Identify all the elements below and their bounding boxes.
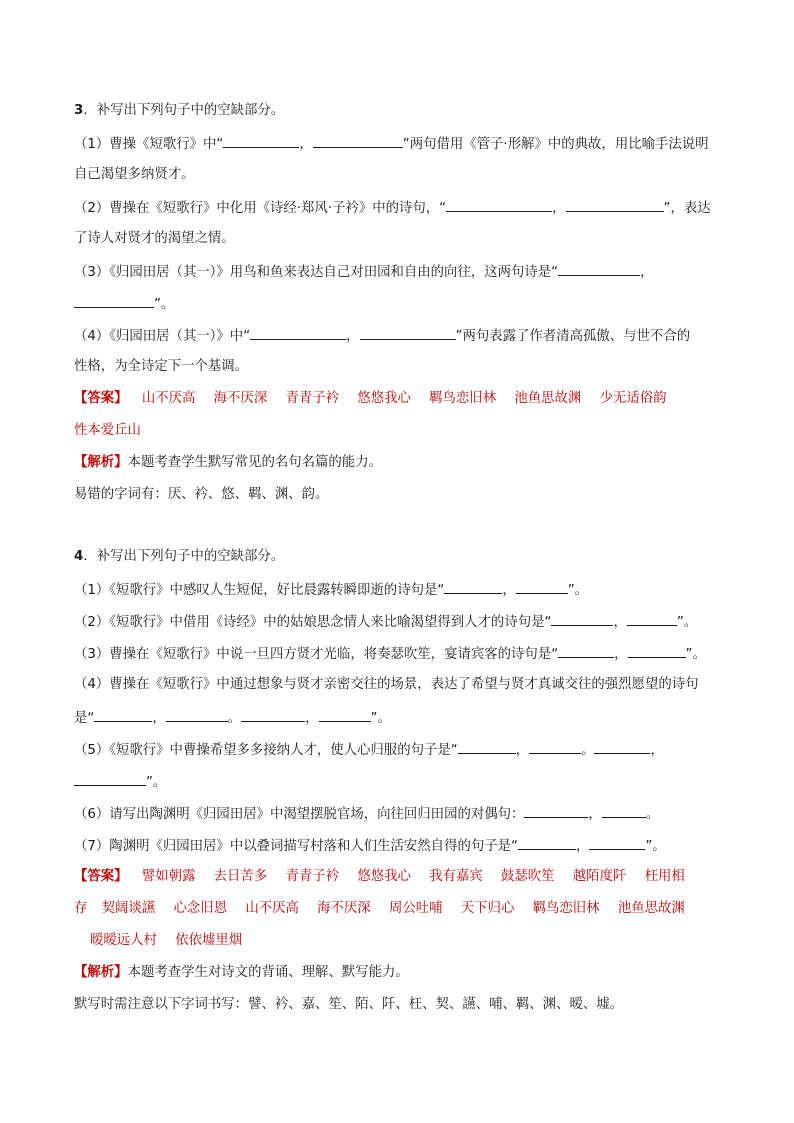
- blank-field[interactable]: [444, 579, 502, 594]
- answer-item: 契阔谈讌: [101, 901, 156, 916]
- answer-item: 青青子衿: [285, 391, 340, 406]
- answer-item: 我有嘉宾: [429, 869, 483, 884]
- answer-item: 山不厌高: [245, 901, 299, 916]
- q4-item-3-text: （3）曹操在《短歌行》中说一旦四方贤才光临，将奏瑟吹笙，宴请宾客的诗句是“: [74, 647, 559, 662]
- q4-answer-line-1: [74, 867, 734, 887]
- q3-item-1: [74, 133, 734, 155]
- q3-item-3-cont: [74, 293, 734, 315]
- q3-item-4-cont: 性格，为全诗定下一个基调。: [74, 359, 249, 374]
- answer-tag: 【答案】: [74, 869, 128, 884]
- close-quote: ”。: [370, 711, 391, 726]
- analysis-tag: 【解析】: [74, 965, 128, 980]
- q3-item-4-text: （4）《归园田居（其一）》中“: [74, 329, 251, 344]
- blank-field[interactable]: [250, 325, 346, 340]
- q4-answer-line-2: [74, 899, 734, 919]
- question-3-number: 3: [74, 103, 84, 118]
- answer-item: 心念旧恩: [173, 901, 228, 916]
- q4-item-5-text: （5）《短歌行》中曹操希望多多接纳人才，使人心归服的句子是“: [74, 743, 458, 758]
- q4-item-4: （4）曹操在《短歌行》中通过想象与贤才亲密交往的场景，表达了希望与贤才真诚交往的强烈愿望的诗句: [74, 677, 699, 692]
- period: 。: [227, 711, 242, 726]
- q3-item-2-cont: 了诗人对贤才的渴望之情。: [74, 231, 235, 246]
- answer-item: 池鱼思故渊: [617, 901, 685, 916]
- q3-item-4: [74, 325, 734, 347]
- q3-note: 易错的字词有：厌、衿、悠、羁、渊、韵。: [74, 487, 329, 502]
- close-quote: ”。: [146, 775, 167, 790]
- blank-field[interactable]: [628, 643, 686, 658]
- blank-field[interactable]: [551, 611, 613, 626]
- comma: ，: [305, 711, 319, 726]
- blank-field[interactable]: [458, 739, 516, 754]
- q4-item-4-text: 是“: [74, 711, 95, 726]
- close-quote: ”。: [685, 647, 706, 662]
- question-4-number: 4: [74, 549, 84, 564]
- q3-item-2: [74, 197, 734, 219]
- comma: ，: [640, 265, 654, 280]
- comma: ，: [650, 743, 664, 758]
- blank-field[interactable]: [589, 835, 645, 850]
- close-quote: ”。: [154, 297, 175, 312]
- q4-note: 默写时需注意以下字词书写：譬、衿、嘉、笙、陌、阡、枉、契、讌、哺、羁、渊、暧、墟。: [74, 997, 624, 1012]
- q3-answer-line-2: 性本爱丘山: [74, 423, 141, 438]
- blank-field[interactable]: [94, 707, 152, 722]
- q4-item-2-text: （2）《短歌行》中借用《诗经》中的姑娘思念情人来比喻渴望得到人才的诗句是“: [74, 615, 552, 630]
- blank-field[interactable]: [241, 707, 305, 722]
- answer-item: 天下归心: [460, 901, 515, 916]
- blank-field[interactable]: [524, 803, 588, 818]
- blank-field[interactable]: [558, 261, 640, 276]
- question-4-title-text: ．补写出下列句子中的空缺部分。: [83, 549, 285, 564]
- q4-item-6-text: （6）请写出陶渊明《归园田居》中渴望摆脱官场，向往回归田园的对偶句：: [74, 807, 525, 822]
- q3-item-2-text-end: ”，表达: [663, 201, 711, 216]
- q3-analysis: [74, 453, 734, 473]
- q3-item-1-text-end: ”两句借用《管子·形解》中的典故，用比喻手法说明: [402, 137, 709, 152]
- question-4-title: [74, 547, 734, 567]
- answer-item: 譬如朝露: [141, 869, 196, 884]
- blank-field[interactable]: [602, 803, 646, 818]
- blank-field[interactable]: [223, 133, 299, 148]
- blank-field[interactable]: [566, 197, 664, 212]
- analysis-text: 本题考查学生默写常见的名句名篇的能力。: [127, 455, 382, 470]
- blank-field[interactable]: [558, 643, 614, 658]
- answer-item: 悠悠我心: [357, 869, 411, 884]
- close-quote: ”。: [676, 615, 698, 630]
- answer-item: 悠悠我心: [357, 391, 411, 406]
- blank-field[interactable]: [74, 771, 146, 786]
- answer-item: 海不厌深: [317, 901, 371, 916]
- comma: ，: [515, 743, 530, 758]
- comma: ，: [299, 137, 313, 152]
- comma: ，: [346, 329, 360, 344]
- answer-item: 羁鸟恋旧林: [429, 391, 497, 406]
- answer-item: 池鱼思故渊: [514, 391, 582, 406]
- question-3-title: [74, 101, 734, 121]
- q3-item-1-text: （1）曹操《短歌行》中“: [74, 137, 224, 152]
- comma: ，: [588, 807, 602, 822]
- period: 。: [581, 743, 595, 758]
- q4-item-5-cont: [74, 771, 734, 793]
- q4-item-1: [74, 579, 734, 601]
- q4-item-5: [74, 739, 734, 761]
- blank-field[interactable]: [518, 835, 576, 850]
- answer-item: 枉用相: [644, 869, 685, 884]
- answer-item: 越陌度阡: [572, 869, 627, 884]
- comma: ，: [613, 615, 627, 630]
- answer-item: 羁鸟恋旧林: [532, 901, 600, 916]
- answer-tag: 【答案】: [74, 391, 128, 406]
- close-quote: ”。: [567, 583, 589, 598]
- q4-item-3: [74, 643, 734, 665]
- blank-field[interactable]: [529, 739, 581, 754]
- q4-answer-line-3: [74, 931, 734, 951]
- comma: ，: [152, 711, 166, 726]
- answer-item: 周公吐哺: [388, 901, 443, 916]
- blank-field[interactable]: [166, 707, 228, 722]
- q3-item-4-text-end: ”两句表露了作者清高孤傲、与世不合的: [455, 329, 691, 344]
- answer-item: 少无适俗韵: [599, 391, 667, 406]
- blank-field[interactable]: [516, 579, 568, 594]
- blank-field[interactable]: [319, 707, 371, 722]
- answer-item: 依依墟里烟: [175, 933, 243, 948]
- q3-item-2-text: （2）曹操在《短歌行》中化用《诗经·郑风·子衿》中的诗句，“: [74, 201, 447, 216]
- period: 。: [645, 807, 660, 822]
- blank-field[interactable]: [446, 197, 552, 212]
- q3-item-3-text: （3）《归园田居（其一）》用鸟和鱼来表达自己对田园和自由的向往，这两句诗是“: [74, 265, 559, 280]
- q4-item-4-cont: [74, 707, 734, 729]
- comma: ，: [575, 839, 590, 854]
- q4-item-1-text: （1）《短歌行》中感叹人生短促，好比晨露转瞬即逝的诗句是“: [74, 583, 445, 598]
- blank-field[interactable]: [594, 739, 650, 754]
- question-3-title-text: ．补写出下列句子中的空缺部分。: [83, 103, 285, 118]
- analysis-text: 本题考查学生对诗文的背诵、理解、默写能力。: [127, 965, 409, 980]
- answer-item: 存: [74, 901, 88, 916]
- analysis-tag: 【解析】: [74, 455, 128, 470]
- answer-item: 去日苦多: [213, 869, 268, 884]
- answer-item: 山不厌高: [141, 391, 196, 406]
- q3-item-3: [74, 261, 734, 283]
- q3-answer-line-1: [74, 389, 734, 409]
- q4-analysis: [74, 963, 734, 983]
- comma: ，: [552, 201, 566, 216]
- blank-field[interactable]: [627, 611, 677, 626]
- blank-field[interactable]: [360, 325, 456, 340]
- comma: ，: [614, 647, 628, 662]
- answer-item: 鼓瑟吹笙: [500, 869, 555, 884]
- comma: ，: [502, 583, 516, 598]
- q4-item-7: [74, 835, 734, 857]
- q4-item-7-text: （7）陶渊明《归园田居》中以叠词描写村落和人们生活安然自得的句子是“: [74, 839, 518, 854]
- blank-field[interactable]: [313, 133, 403, 148]
- close-quote: ”。: [645, 839, 666, 854]
- blank-field[interactable]: [74, 293, 154, 308]
- q3-item-1-cont: 自己渴望多纳贤才。: [74, 167, 195, 182]
- answer-item: 暧暧远人村: [90, 933, 157, 948]
- answer-item: 青青子衿: [285, 869, 340, 884]
- q4-item-6: [74, 803, 734, 825]
- answer-item: 海不厌深: [213, 391, 268, 406]
- q4-item-2: [74, 611, 734, 633]
